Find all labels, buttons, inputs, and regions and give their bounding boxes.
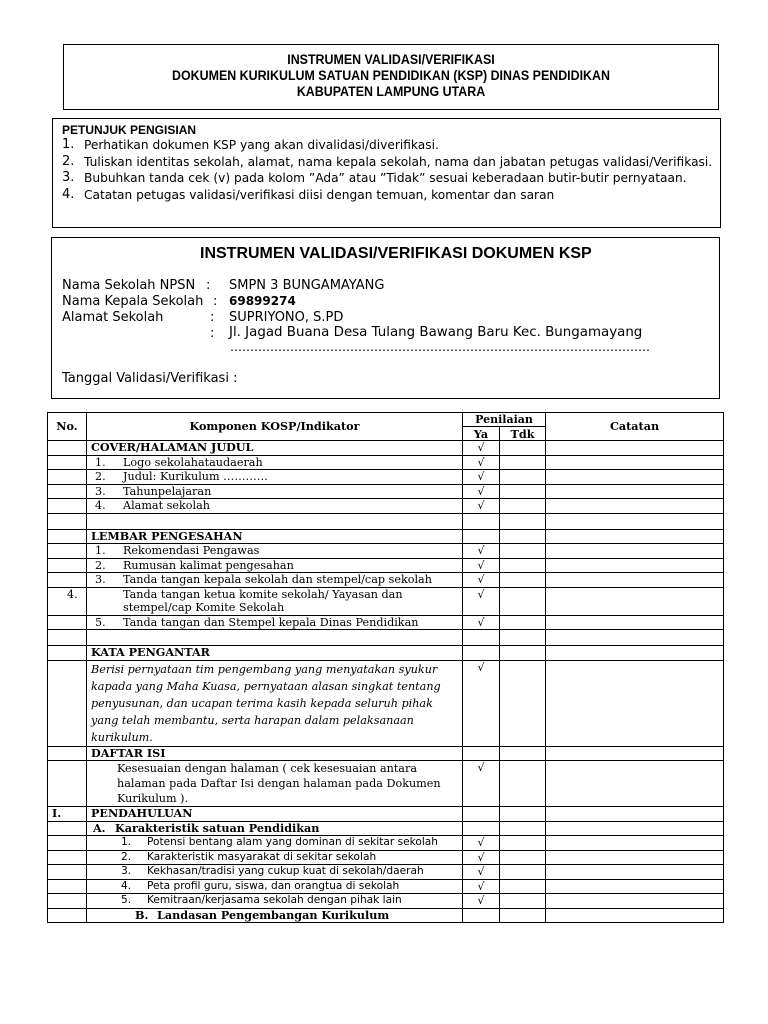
header-tdk: Tdk [500,427,546,441]
petunjuk-title: PETUNJUK PENGISIAN [62,123,197,137]
kepala-sekolah-label: Nama Kepala Sekolah [62,294,204,309]
item-text: Karakteristik masyarakat di sekitar sekolah [147,850,377,863]
section-daftar-isi-title: DAFTAR ISI [87,746,463,761]
table-row [48,894,724,909]
check-mark: √ [463,865,500,880]
karakteristik-item [87,879,463,894]
item-text: Peta profil guru, siswa, dan orangtua di sekolah [147,879,400,892]
check-mark: √ [463,470,500,485]
table-row [48,441,724,456]
karakteristik-item [87,865,463,880]
petunjuk-list [62,137,720,203]
table-row [48,484,724,499]
document-title-box [63,44,719,110]
nama-sekolah-separator: : [206,278,211,293]
section-cover-title: COVER/HALAMAN JUDUL [87,441,463,456]
identitas-box [51,237,720,399]
item-text: Tanda tangan ketua komite sekolah/ Yayasan dan stempel/cap Komite Sekolah [123,587,403,614]
kepala-sekolah-separator: : [213,294,218,309]
check-mark: √ [463,544,500,559]
petunjuk-pengisian-box [52,118,721,228]
check-mark: √ [463,836,500,851]
title-line-3: KABUPATEN LAMPUNG UTARA [296,84,486,99]
check-mark: √ [463,441,500,456]
nama-sekolah-value: SMPN 3 BUNGAMAYANG [229,278,385,293]
table-row [48,470,724,485]
check-mark: √ [463,499,500,514]
table-row [48,761,724,807]
karakteristik-item [87,894,463,909]
table-row [48,807,724,822]
sub-section-title: Landasan Pengembangan Kurikulum [157,907,390,922]
alamat-sekolah-label: Alamat Sekolah [62,310,164,325]
karakteristik-item [87,836,463,851]
check-mark: √ [463,558,500,573]
table-header-row [48,413,724,427]
pengesahan-item [87,573,463,588]
table-row [48,615,724,630]
item-number: 2. [95,470,106,483]
item-number: 2. [121,850,132,863]
cover-item [87,455,463,470]
item-text: Kekhasan/tradisi yang cukup kuat di sekolah/daerah [147,865,424,877]
table-row [48,587,724,615]
table-row [48,573,724,588]
header-komponen: Komponen KOSP/Indikator [87,413,463,441]
item-text: Logo sekolahataudaerah [123,455,263,469]
check-mark: √ [463,455,500,470]
petunjuk-item [62,137,720,154]
alamat-dots-line: …………………………………………………………………………………………… [230,340,650,354]
petunjuk-item-number: 4. [62,186,75,202]
petunjuk-item [62,154,720,171]
alamat-separator: : [210,310,215,325]
pengesahan-item [67,587,463,615]
table-row [48,821,724,836]
petunjuk-item-number: 1. [62,137,75,152]
cover-item [87,499,463,514]
instrument-table [47,412,724,923]
table-row-empty [48,513,724,529]
item-number: 3. [121,865,132,877]
table-row [48,646,724,661]
table-row [48,908,724,923]
sub-section-letter: A. [93,820,106,835]
header-penilaian: Penilaian [463,413,546,427]
check-mark: √ [463,761,500,807]
petunjuk-item [62,187,720,204]
check-mark: √ [463,587,500,615]
section-number: I. [48,807,87,822]
item-text: Kemitraan/kerjasama sekolah dengan pihak lain [147,894,402,906]
petunjuk-item [62,170,720,187]
item-text: Alamat sekolah [123,499,210,512]
title-line-2: DOKUMEN KURIKULUM SATUAN PENDIDIKAN (KSP) DINAS PENDIDIKAN [172,68,610,83]
sub-section-a [87,821,463,836]
table-row [48,529,724,544]
item-text: Judul: Kurikulum ………… [123,470,268,483]
item-number: 1. [121,836,132,848]
karakteristik-item [87,850,463,865]
item-number: 4. [121,879,132,892]
table-row [48,850,724,865]
nama-sekolah-row [62,278,195,294]
item-number: 5. [95,615,106,629]
header-no: No. [48,413,87,441]
petunjuk-item-number: 2. [62,153,75,169]
alamat-value: Jl. Jagad Buana Desa Tulang Bawang Baru Kec. Bungamayang [229,325,643,340]
table-row [48,499,724,514]
kepala-sekolah-value: SUPRIYONO, S.PD [229,310,344,325]
cover-item [87,484,463,499]
table-row [48,865,724,880]
pengesahan-item [87,544,463,559]
title-line-1: INSTRUMEN VALIDASI/VERIFIKASI [287,52,495,67]
table-row [48,455,724,470]
check-mark: √ [463,484,500,499]
section-pengantar-title: KATA PENGANTAR [87,646,463,661]
check-mark: √ [463,850,500,865]
alamat-separator-2: : [210,326,215,341]
header-catatan: Catatan [546,413,724,441]
alamat-sekolah-row [62,310,163,326]
pengesahan-item [87,615,463,630]
item-number: 5. [121,894,132,906]
kepala-sekolah-row [62,294,203,310]
item-number: 4. [95,499,106,512]
identitas-title: INSTRUMEN VALIDASI/VERIFIKASI DOKUMEN KSP [200,245,592,262]
daftar-isi-description: Kesesuaian dengan halaman ( cek kesesuaian antara halaman pada Daftar Isi dengan halaman pada Dokumen Kurikulum ). [87,761,463,807]
petunjuk-item-text: Tuliskan identitas sekolah, alamat, nama kepala sekolah, nama dan jabatan petugas validasi/Verifikasi. [84,154,713,169]
check-mark: √ [463,660,500,746]
item-number: 1. [95,455,106,469]
item-text: Tanda tangan kepala sekolah dan stempel/cap sekolah [123,573,432,586]
table-row [48,558,724,573]
npsn-value: 69899274 [229,294,296,308]
table-row [48,660,724,746]
item-text: Tahunpelajaran [123,484,212,498]
tanggal-row [62,371,237,387]
cover-item [87,470,463,485]
item-number: 4. [67,587,78,601]
table-row [48,746,724,761]
check-mark: √ [463,573,500,588]
sub-section-letter: B. [135,907,149,922]
table-row-empty [48,630,724,646]
header-ya: Ya [463,427,500,441]
item-number: 1. [95,544,106,557]
petunjuk-item-text: Bubuhkan tanda cek (v) pada kolom ”Ada” atau ”Tidak” sesuai keberadaan butir-butir pernyataan. [84,171,687,185]
item-number: 2. [95,558,106,572]
check-mark: √ [463,615,500,630]
item-text: Rumusan kalimat pengesahan [123,558,294,572]
pengantar-description: Berisi pernyataan tim pengembang yang menyatakan syukur kapada yang Maha Kuasa, pernyataan alasan singkat tentang penyusunan, dan ucapan terima kasih kepada seluruh pihak yang telah membantu, serta harapan dalam pelaksanaan kurikulum. [87,660,463,746]
table-row [48,544,724,559]
item-number: 3. [95,484,106,498]
sub-section-title: Karakteristik satuan Pendidikan [115,820,320,835]
nama-sekolah-label: Nama Sekolah NPSN [62,278,196,293]
table-row [48,836,724,851]
item-text: Tanda tangan dan Stempel kepala Dinas Pendidikan [123,615,419,629]
pengesahan-item [87,558,463,573]
item-text: Potensi bentang alam yang dominan di sekitar sekolah [147,836,438,848]
petunjuk-item-number: 3. [62,170,75,185]
item-text: Rekomendasi Pengawas [123,544,260,557]
section-pengesahan-title: LEMBAR PENGESAHAN [87,529,463,544]
item-number: 3. [95,573,106,586]
check-mark: √ [463,894,500,909]
check-mark: √ [463,879,500,894]
sub-section-b [87,908,463,923]
petunjuk-item-text: Catatan petugas validasi/verifikasi diisi dengan temuan, komentar dan saran [84,187,555,202]
table-row [48,879,724,894]
section-pendahuluan-title: PENDAHULUAN [87,807,463,822]
petunjuk-item-text: Perhatikan dokumen KSP yang akan divalidasi/diverifikasi. [84,138,439,152]
tanggal-label: Tanggal Validasi/Verifikasi : [62,371,238,386]
